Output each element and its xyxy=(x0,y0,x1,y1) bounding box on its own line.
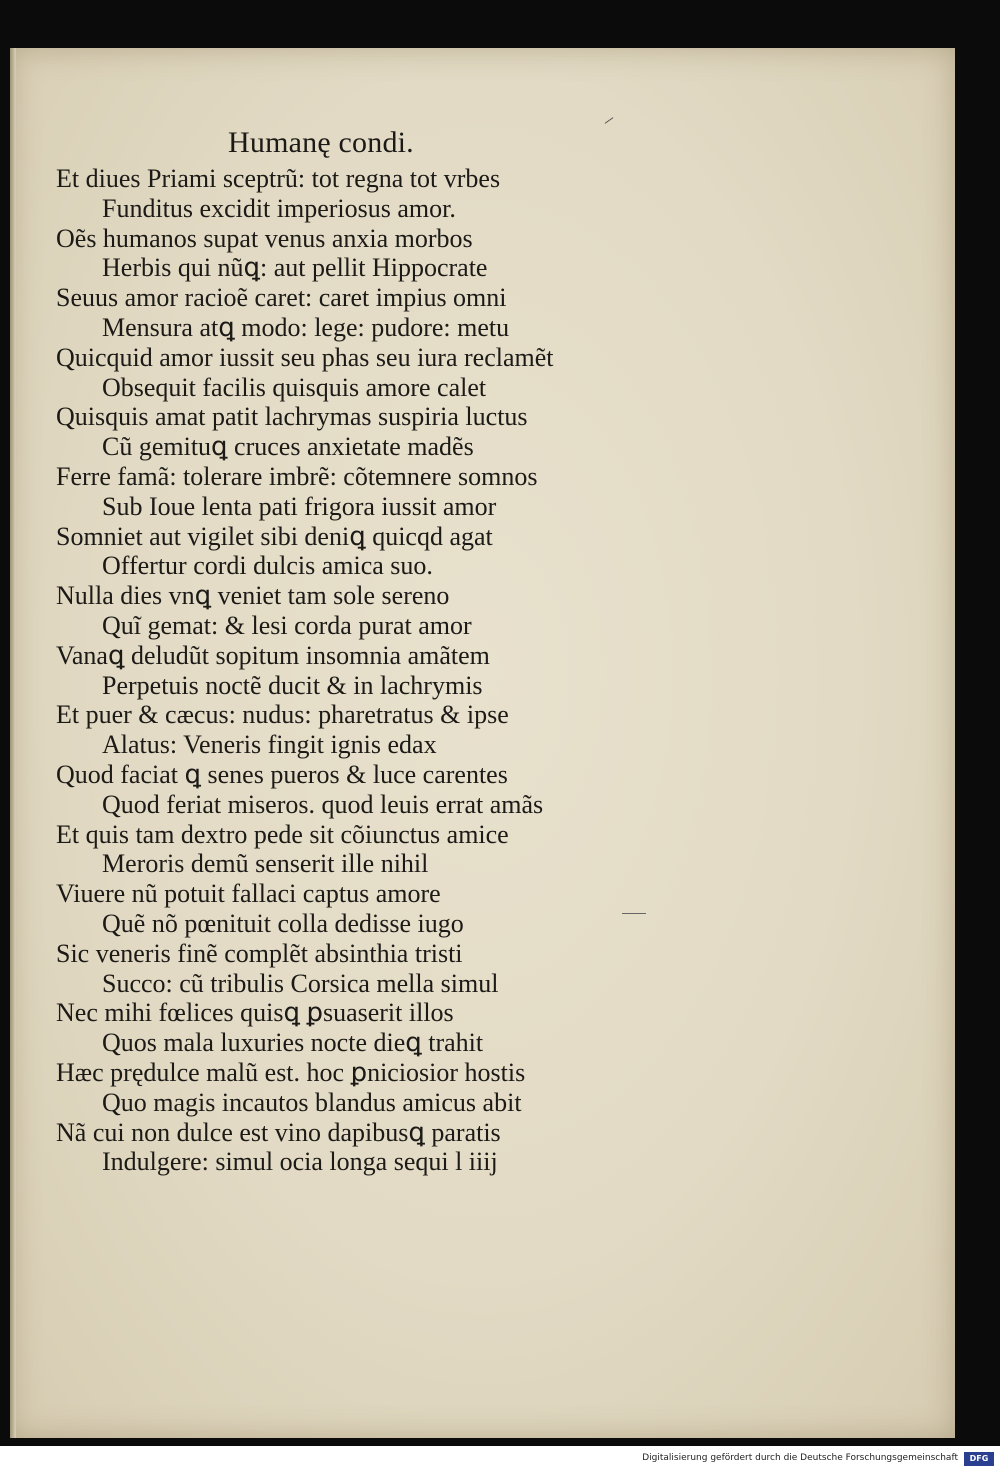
verse-line: Offertur cordi dulcis amica suo. xyxy=(102,551,433,581)
verse-line: Viuere nũ potuit fallaci captus amore xyxy=(56,879,441,909)
verse-line: Quod faciat ꝗ senes pueros & luce carentes xyxy=(56,759,508,789)
verse-line: Et puer & cæcus: nudus: pharetratus & ipse xyxy=(56,700,509,730)
verse-text xyxy=(56,164,676,1177)
verse-line: Quod feriat miseros. quod leuis errat amãs xyxy=(102,789,544,819)
footer-bar xyxy=(0,1446,1000,1473)
verse-line: Quos mala luxuries nocte dieꝗ trahit xyxy=(102,1028,484,1058)
verse-line: Et quis tam dextro pede sit cõiunctus amice xyxy=(56,819,509,849)
verse-line: Quĩ gemat: & lesi corda purat amor xyxy=(102,610,472,640)
verse-line: Ferre famã: tolerare imbrẽ: cõtemnere somnos xyxy=(56,461,538,491)
verse-line: Meroris demũ senserit ille nihil xyxy=(102,849,429,879)
verse-line: Seuus amor racioẽ caret: caret impius omni xyxy=(56,283,507,313)
verse-line: Somniet aut vigilet sibi deniꝗ quicqd agat xyxy=(56,521,493,551)
verse-line: Perpetuis noctẽ ducit & in lachrymis xyxy=(102,670,483,700)
verse-line: Funditus excidit imperiosus amor. xyxy=(102,193,456,223)
verse-line: Nec mihi fœlices quisꝗ ꝑsuaserit illos xyxy=(56,998,454,1028)
verse-line: Vanaꝗ deludũt sopitum insomnia amãtem xyxy=(56,640,490,670)
verse-line: Sic veneris finẽ complẽt absinthia tristi xyxy=(56,938,463,968)
page-edge xyxy=(10,48,16,1438)
verse-line: Quo magis incautos blandus amicus abit xyxy=(102,1087,522,1117)
verse-line: Succo: cũ tribulis Corsica mella simul xyxy=(102,968,499,998)
verse-line: Hæc prędulce malũ est. hoc ꝑniciosior hostis xyxy=(56,1057,526,1087)
verse-line: Herbis qui nũꝗ: aut pellit Hippocrate xyxy=(102,253,488,283)
verse-line: Cũ gemituꝗ cruces anxietate madẽs xyxy=(102,432,474,462)
verse-line: Nulla dies vnꝗ veniet tam sole sereno xyxy=(56,581,450,611)
verse-line: Et diues Priami sceptrũ: tot regna tot vrbes xyxy=(56,164,501,193)
dfg-logo: DFG xyxy=(964,1452,994,1466)
verse-line: Sub Ioue lenta pati frigora iussit amor xyxy=(102,491,497,521)
verse-line: Quisquis amat patit lachrymas suspiria luctus xyxy=(56,402,528,432)
verse-line: Quẽ nõ pœnituit colla dedisse iugo xyxy=(102,908,464,938)
verse-line: Oẽs humanos supat venus anxia morbos xyxy=(56,223,473,253)
verse-line: Mensura atꝗ modo: lege: pudore: metu xyxy=(102,312,510,342)
funding-credit: Digitalisierung gefördert durch die Deutsche Forschungsgemeinschaft xyxy=(642,1453,958,1463)
verse-line: Alatus: Veneris fingit ignis edax xyxy=(102,730,437,760)
running-head: Humanę condi. xyxy=(228,126,414,159)
verse-line: Nã cui non dulce est vino dapibusꝗ paratis xyxy=(56,1117,501,1147)
verse-line: Indulgere: simul ocia longa sequi l iiij xyxy=(102,1147,498,1177)
verse-line: Obsequit facilis quisquis amore calet xyxy=(102,372,487,402)
verse-line: Quicquid amor iussit seu phas seu iura reclamẽt xyxy=(56,342,554,372)
